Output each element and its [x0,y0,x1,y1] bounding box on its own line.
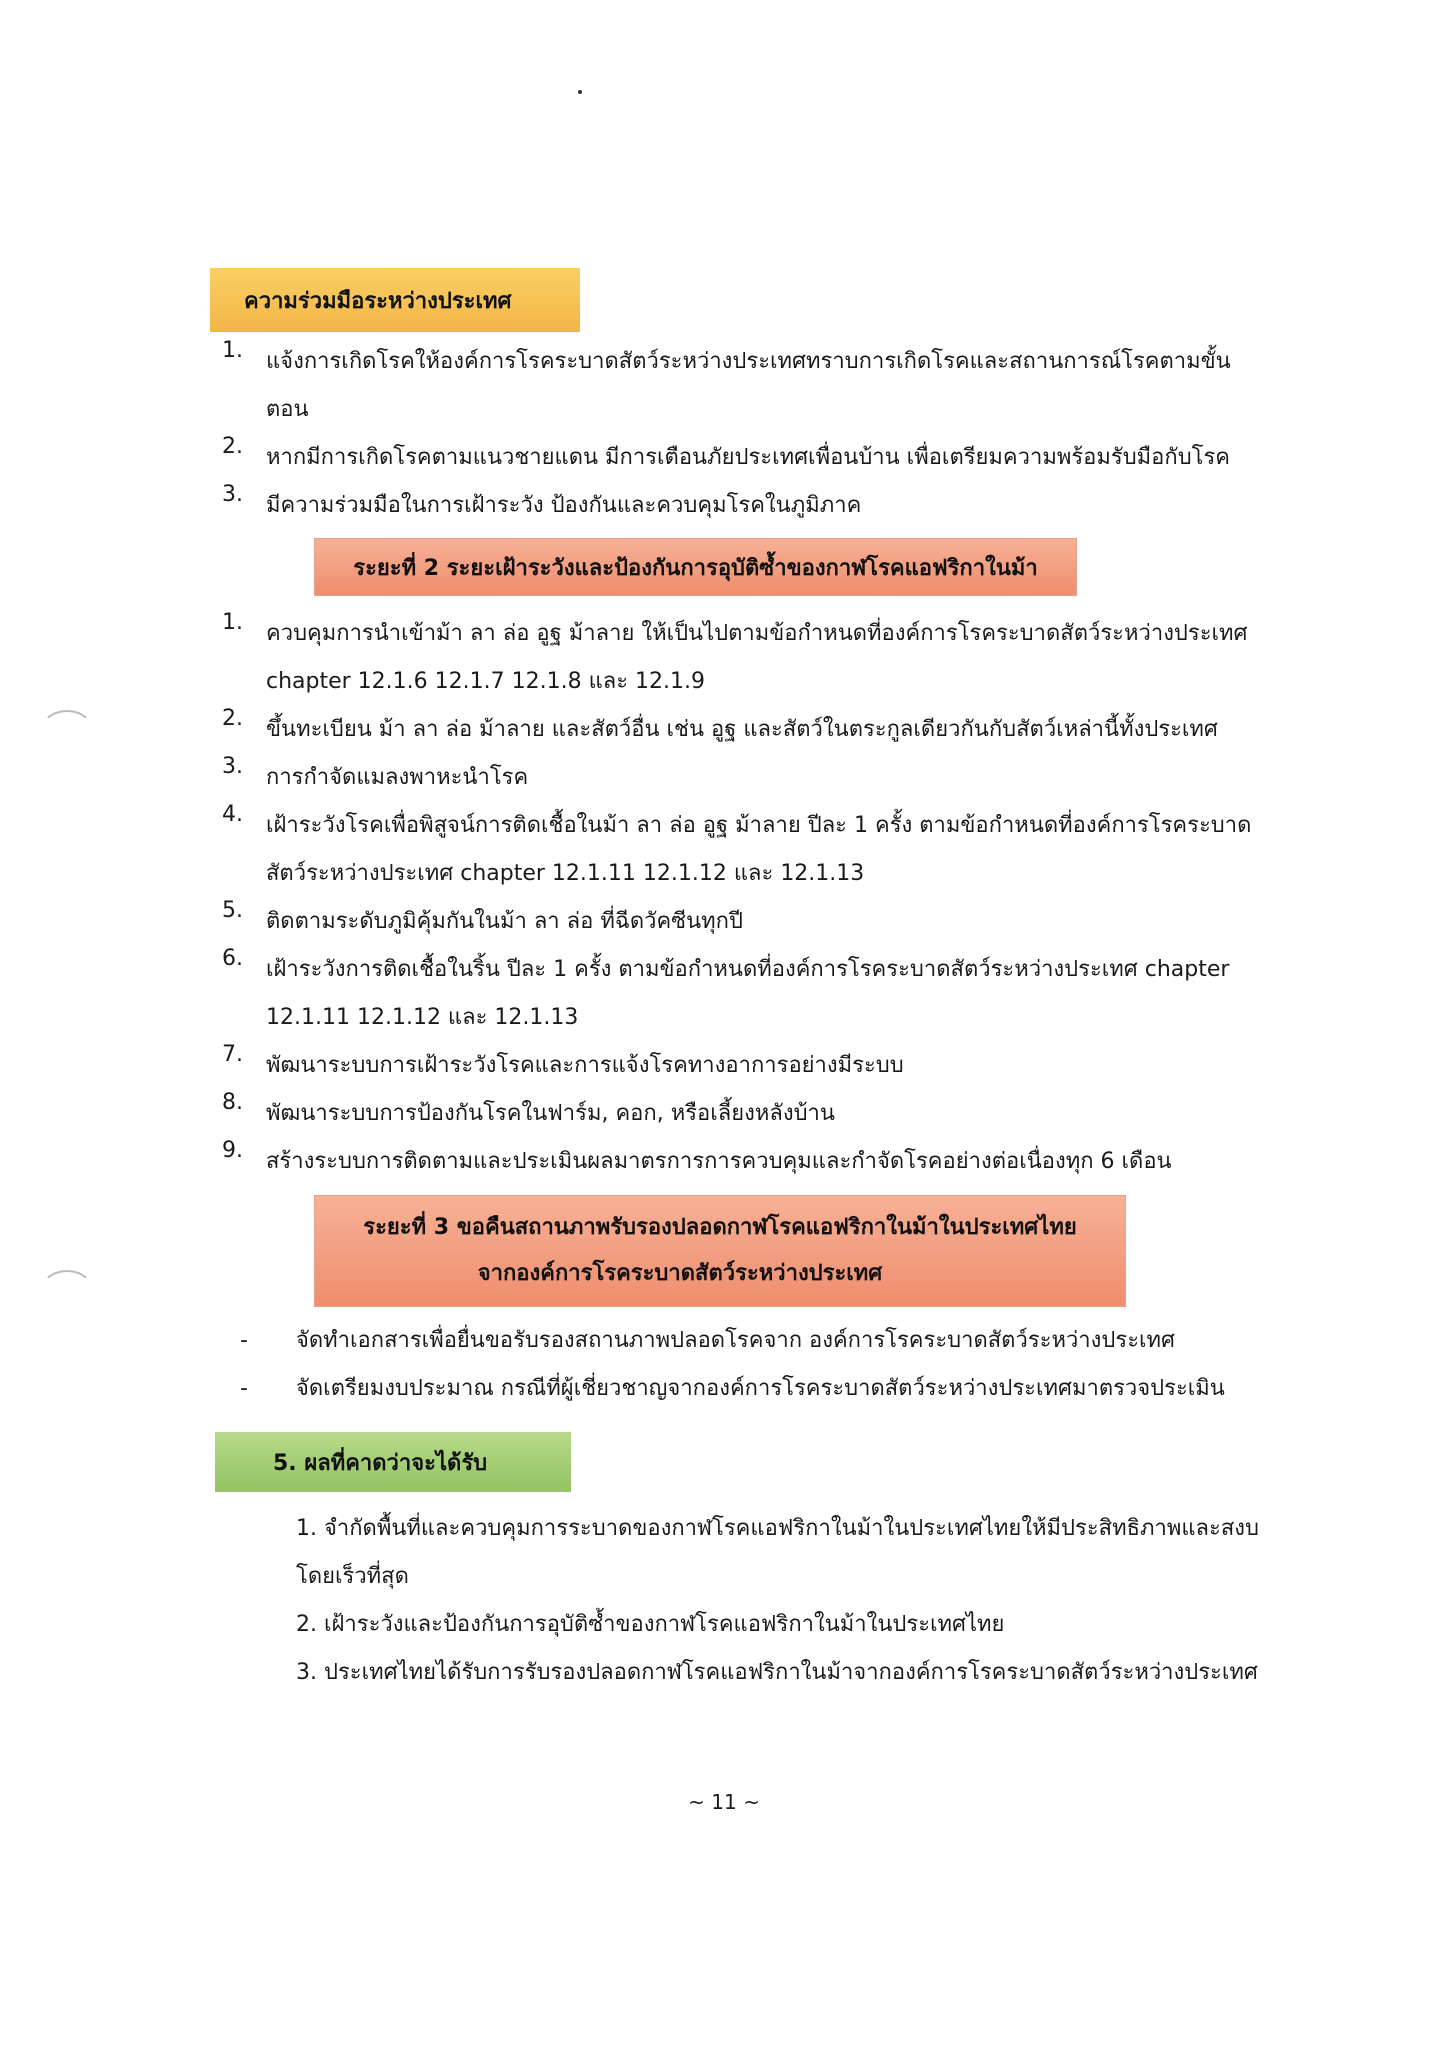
punch-hole-shadow [40,1270,94,1314]
list-item: 1. ควบคุมการนำเข้าม้า ลา ล่อ อูฐ ม้าลาย ให้เป็นไปตามข้อกำหนดที่องค์การโรคระบาดสัตว์ระหว่างประเทศ chapter 12.1.6 12.1.7 12.1.8 และ 12.1.9 [222,610,1248,694]
punch-hole-shadow [40,710,94,754]
phase2-heading-text: ระยะที่ 2 ระยะเฝ้าระวังและป้องกันการอุบัติซ้ำของกาฬโรคแอฟริกาในม้า [353,555,1038,581]
international-heading [210,268,580,332]
list-item: 3. การกำจัดแมลงพาหะนำโรค [222,754,529,790]
list-item: 1. แจ้งการเกิดโรคให้องค์การโรคระบาดสัตว์ระหว่างประเทศทราบการเกิดโรคและสถานการณ์โรคตามขั้นตอน [222,338,1231,422]
results-heading [215,1432,571,1492]
list-item: 2. หากมีการเกิดโรคตามแนวชายแดน มีการเตือนภัยประเทศเพื่อนบ้าน เพื่อเตรียมความพร้อมรับมือกับโรค [222,434,1231,470]
list-item: 4. เฝ้าระวังโรคเพื่อพิสูจน์การติดเชื้อในม้า ลา ล่อ อูฐ ม้าลาย ปีละ 1 ครั้ง ตามข้อกำหนดที่องค์การโรคระบาดสัตว์ระหว่างประเทศ chapter 12.1.11 12.1.12 และ 12.1.13 [222,802,1252,886]
results-list [296,1505,1268,1697]
page-number: ~ 11 ~ [688,1790,760,1814]
list-item: 3. มีความร่วมมือในการเฝ้าระวัง ป้องกันและควบคุมโรคในภูมิภาค [222,482,862,518]
list-item: 3. ประเทศไทยได้รับการรับรองปลอดกาฬโรคแอฟริกาในม้าจากองค์การโรคระบาดสัตว์ระหว่างประเทศ [296,1660,1258,1685]
list-item: - จัดทำเอกสารเพื่อยื่นขอรับรองสถานภาพปลอดโรคจาก องค์การโรคระบาดสัตว์ระหว่างประเทศ [240,1328,1175,1353]
phase2-heading [314,538,1077,596]
list-item: 2. เฝ้าระวังและป้องกันการอุบัติซ้ำของกาฬโรคแอฟริกาในม้าในประเทศไทย [296,1612,1005,1637]
phase3-list [240,1317,1270,1413]
phase3-heading [314,1195,1126,1307]
list-item: 9. สร้างระบบการติดตามและประเมินผลมาตรการการควบคุมและกำจัดโรคอย่างต่อเนื่องทุก 6 เดือน [222,1138,1172,1174]
scan-speck [578,90,582,94]
list-item: 6. เฝ้าระวังการติดเชื้อในริ้น ปีละ 1 ครั้ง ตามข้อกำหนดที่องค์การโรคระบาดสัตว์ระหว่างประเทศ chapter 12.1.11 12.1.12 และ 12.1.13 [222,946,1230,1030]
international-list [222,338,1267,530]
list-item: 1. จำกัดพื้นที่และควบคุมการระบาดของกาฬโรคแอฟริกาในม้าในประเทศไทยให้มีประสิทธิภาพและสงบโดยเร็วที่สุด [296,1516,1259,1589]
phase3-heading-line1: ระยะที่ 3 ขอคืนสถานภาพรับรองปลอดกาฬโรคแอฟริกาในม้าในประเทศไทย [363,1215,1077,1240]
list-item: 7. พัฒนาระบบการเฝ้าระวังโรคและการแจ้งโรคทางอาการอย่างมีระบบ [222,1042,904,1078]
international-heading-text: ความร่วมมือระหว่างประเทศ [244,288,512,314]
phase2-list [222,610,1267,1186]
list-item: 2. ขึ้นทะเบียน ม้า ลา ล่อ ม้าลาย และสัตว์อื่น เช่น อูฐ และสัตว์ในตระกูลเดียวกันกับสัตว์เหล่านี้ทั้งประเทศ [222,706,1218,742]
results-heading-text: 5. ผลที่คาดว่าจะได้รับ [273,1450,488,1476]
list-item: - จัดเตรียมงบประมาณ กรณีที่ผู้เชี่ยวชาญจากองค์การโรคระบาดสัตว์ระหว่างประเทศมาตรวจประเมิน [240,1376,1225,1401]
phase3-heading-line2: จากองค์การโรคระบาดสัตว์ระหว่างประเทศ [477,1261,883,1286]
list-item: 5. ติดตามระดับภูมิคุ้มกันในม้า ลา ล่อ ที่ฉีดวัคซีนทุกปี [222,898,743,934]
list-item: 8. พัฒนาระบบการป้องกันโรคในฟาร์ม, คอก, หรือเลี้ยงหลังบ้าน [222,1090,835,1126]
